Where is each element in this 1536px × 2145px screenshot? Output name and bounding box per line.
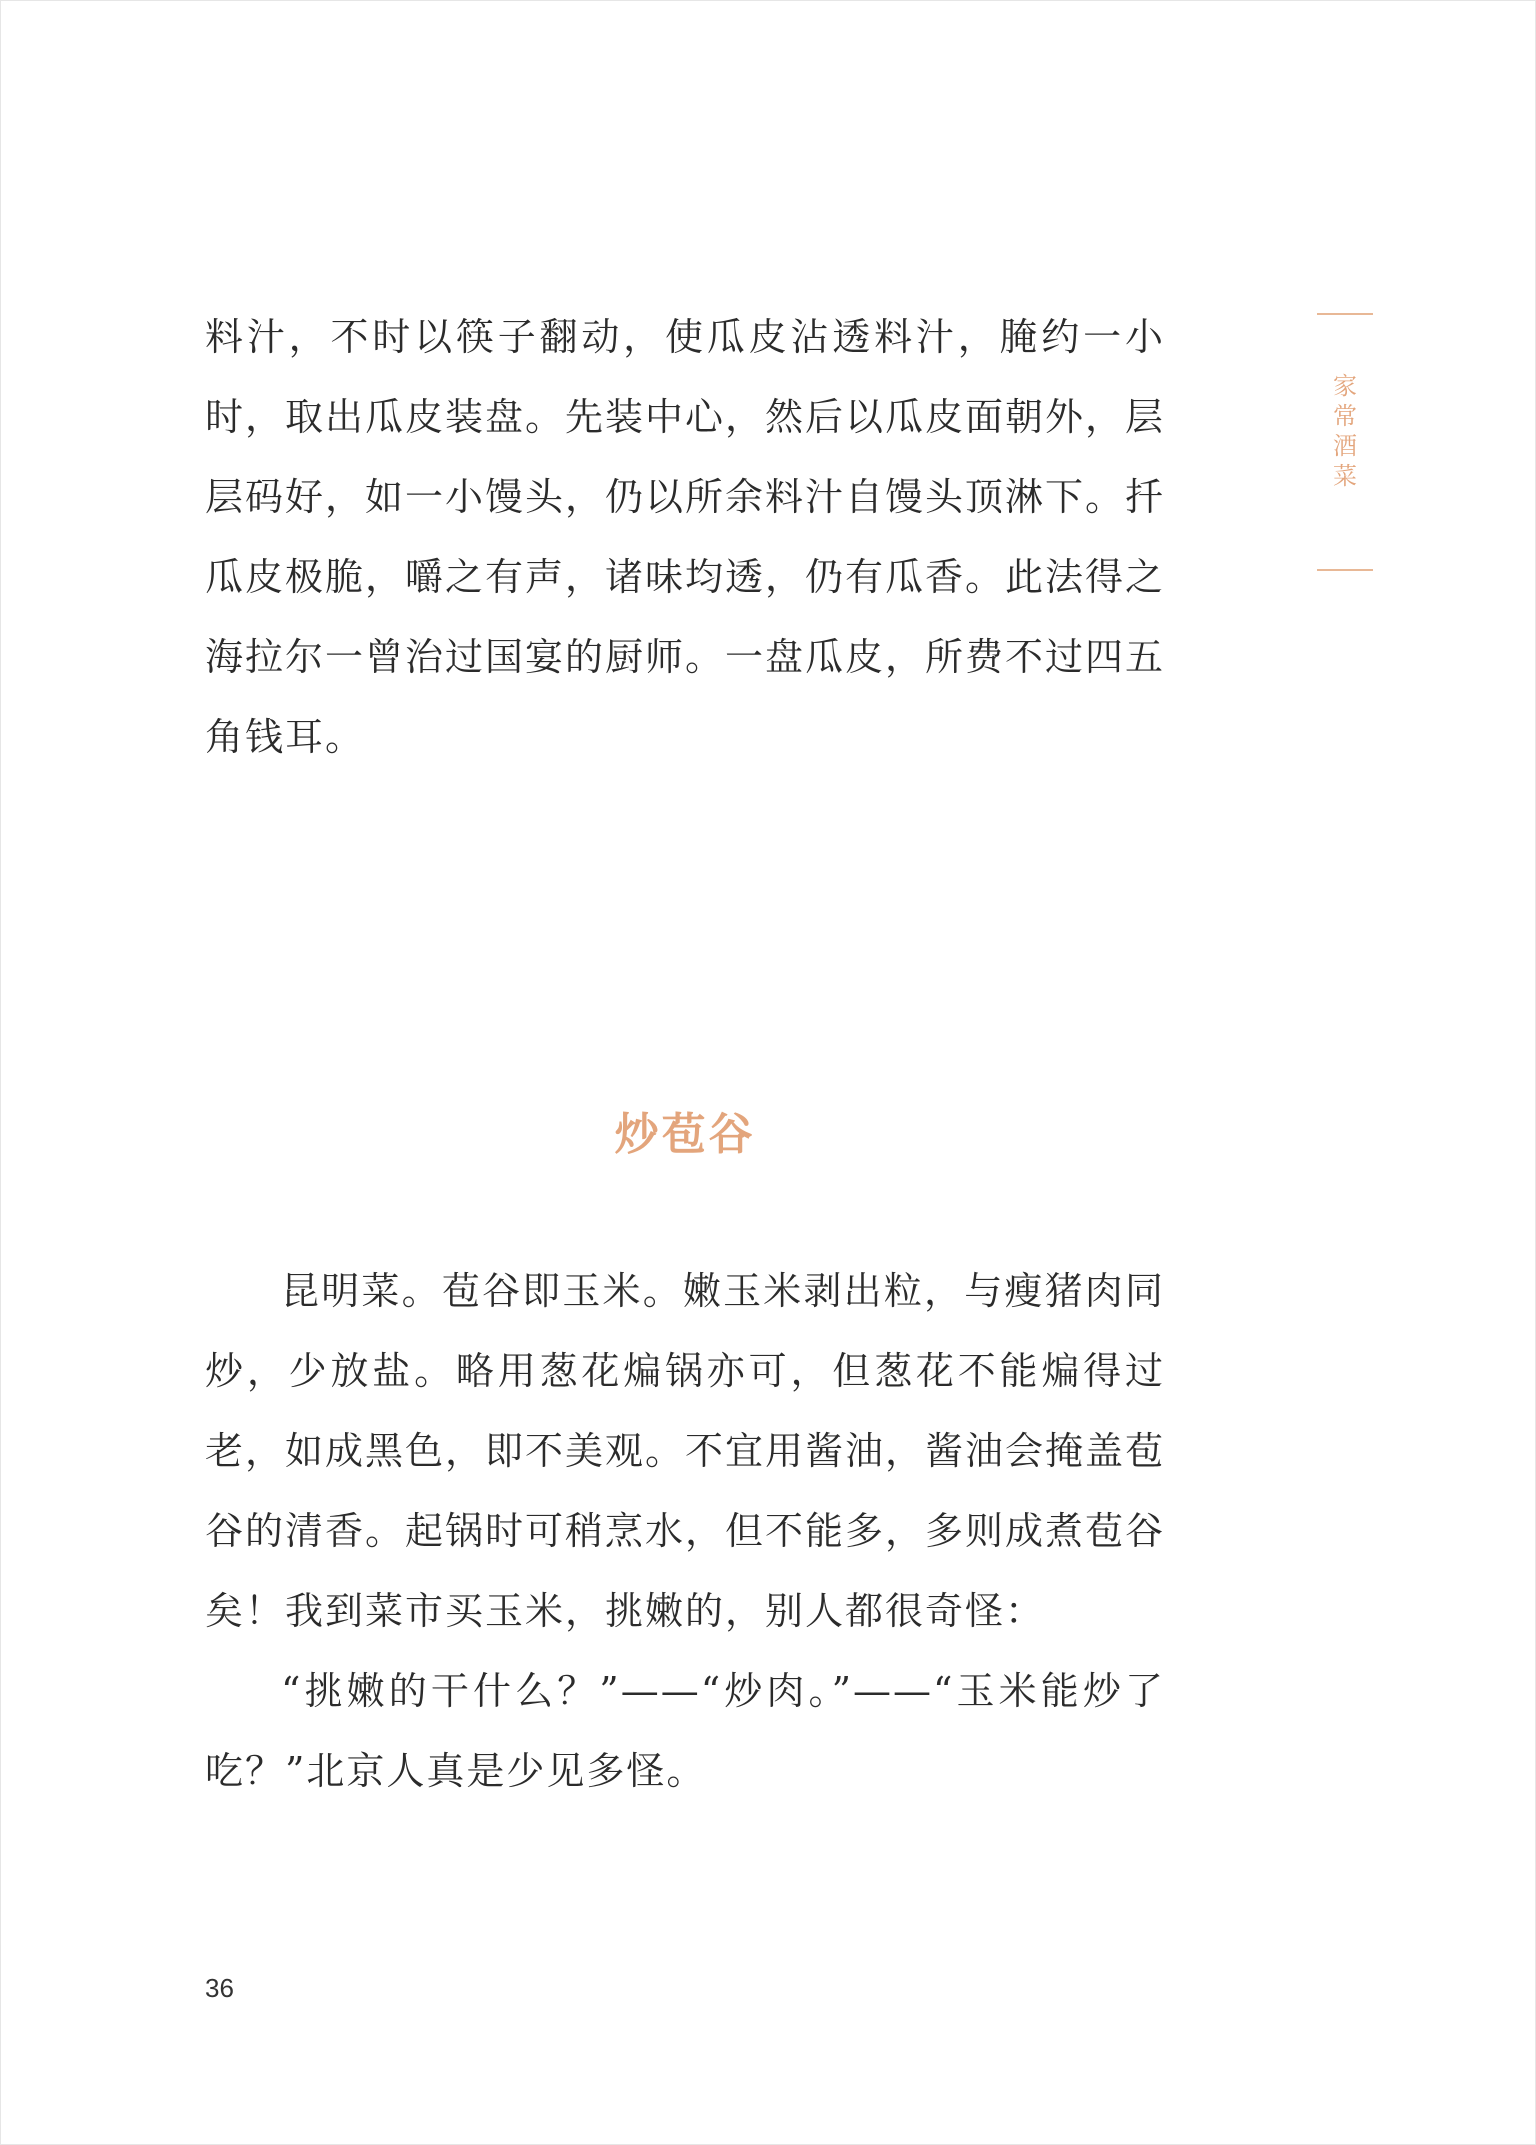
header-char: 酒 — [1333, 432, 1357, 460]
section-body — [205, 1251, 1165, 1811]
header-char: 常 — [1333, 402, 1357, 430]
header-char: 菜 — [1333, 462, 1357, 490]
section-paragraph: 昆明菜。苞谷即玉米。嫩玉米剥出粒，与瘦猪肉同炒，少放盐。略用葱花煸锅亦可，但葱花不能煸得过老，如成黑色，即不美观。不宜用酱油，酱油会掩盖苞谷的清香。起锅时可稍烹水，但不能多，多则成煮苞谷矣！我到菜市买玉米，挑嫩的，别人都很奇怪： — [205, 1269, 1166, 1633]
running-header-title — [1315, 371, 1375, 491]
header-char: 家 — [1333, 372, 1357, 400]
section-paragraph: “挑嫩的干什么？”——“炒肉。”——“玉米能炒了吃？”北京人真是少见多怪。 — [205, 1669, 1165, 1793]
page-number: 36 — [205, 1973, 234, 2003]
header-rule-bottom — [1317, 569, 1373, 571]
continued-paragraph: 料汁，不时以筷子翻动，使瓜皮沾透料汁，腌约一小时，取出瓜皮装盘。先装中心，然后以瓜皮面朝外，层层码好，如一小馒头，仍以所余料汁自馒头顶淋下。扦瓜皮极脆，嚼之有声，诸味均透，仍有瓜香。此法得之海拉尔一曾治过国宴的厨师。一盘瓜皮，所费不过四五角钱耳。 — [205, 315, 1166, 759]
running-header — [1315, 313, 1375, 581]
header-rule-top — [1317, 313, 1373, 315]
section-title: 炒苞谷 — [614, 1109, 756, 1160]
